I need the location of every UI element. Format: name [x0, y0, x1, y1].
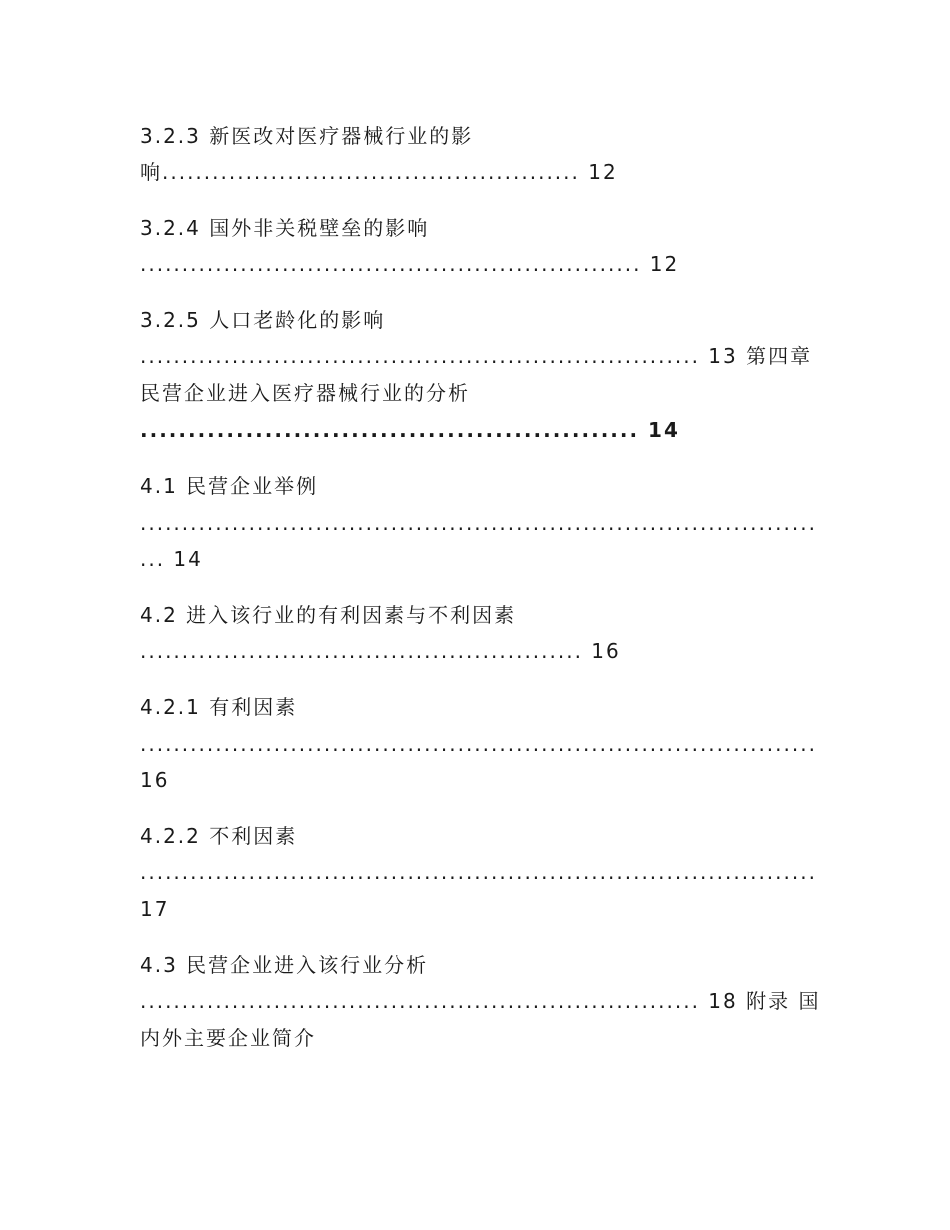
toc-entry-3-2-3-leader: 响.................................................. 12	[140, 160, 618, 184]
toc-entry-3-2-5-leader: ................................................................... 13 第四章	[140, 344, 813, 368]
toc-entry-3-2-3-title: 3.2.3 新医改对医疗器械行业的影	[140, 124, 474, 148]
toc-entry-4-2-1-page: 16	[140, 768, 170, 792]
toc-entry-4-2-2-leader: .................................................................................	[140, 860, 817, 884]
toc-entry-4-2-2-page: 17	[140, 897, 170, 921]
toc-entry-4-2-leader: ..................................................... 16	[140, 639, 621, 663]
toc-appendix-title: 内外主要企业简介	[140, 1026, 316, 1050]
toc-entry-4-1-leader: .................................................................................	[140, 511, 817, 535]
toc-entry-4-2-1-title: 4.2.1 有利因素	[140, 695, 298, 719]
toc-entry-3-2-5-title: 3.2.5 人口老龄化的影响	[140, 308, 386, 332]
toc-entry-4-3-title: 4.3 民营企业进入该行业分析	[140, 953, 429, 977]
toc-entry-4-2-2-title: 4.2.2 不利因素	[140, 824, 298, 848]
toc-entry-4-2-title: 4.2 进入该行业的有利因素与不利因素	[140, 603, 517, 627]
toc-entry-4-3-leader: ................................................................... 18 附录 国	[140, 989, 820, 1013]
toc-chapter-4-title: 民营企业进入医疗器械行业的分析	[140, 381, 470, 405]
toc-entry-4-1-page: ... 14	[140, 547, 203, 571]
toc-entry-4-2-1-leader: .................................................................................	[140, 732, 817, 756]
toc-entry-3-2-4-leader: ............................................................ 12	[140, 252, 680, 276]
toc-chapter-4-leader: .................................................... 14	[140, 418, 680, 442]
toc-entry-3-2-4-title: 3.2.4 国外非关税壁垒的影响	[140, 216, 430, 240]
toc-entry-4-1-title: 4.1 民营企业举例	[140, 474, 319, 498]
